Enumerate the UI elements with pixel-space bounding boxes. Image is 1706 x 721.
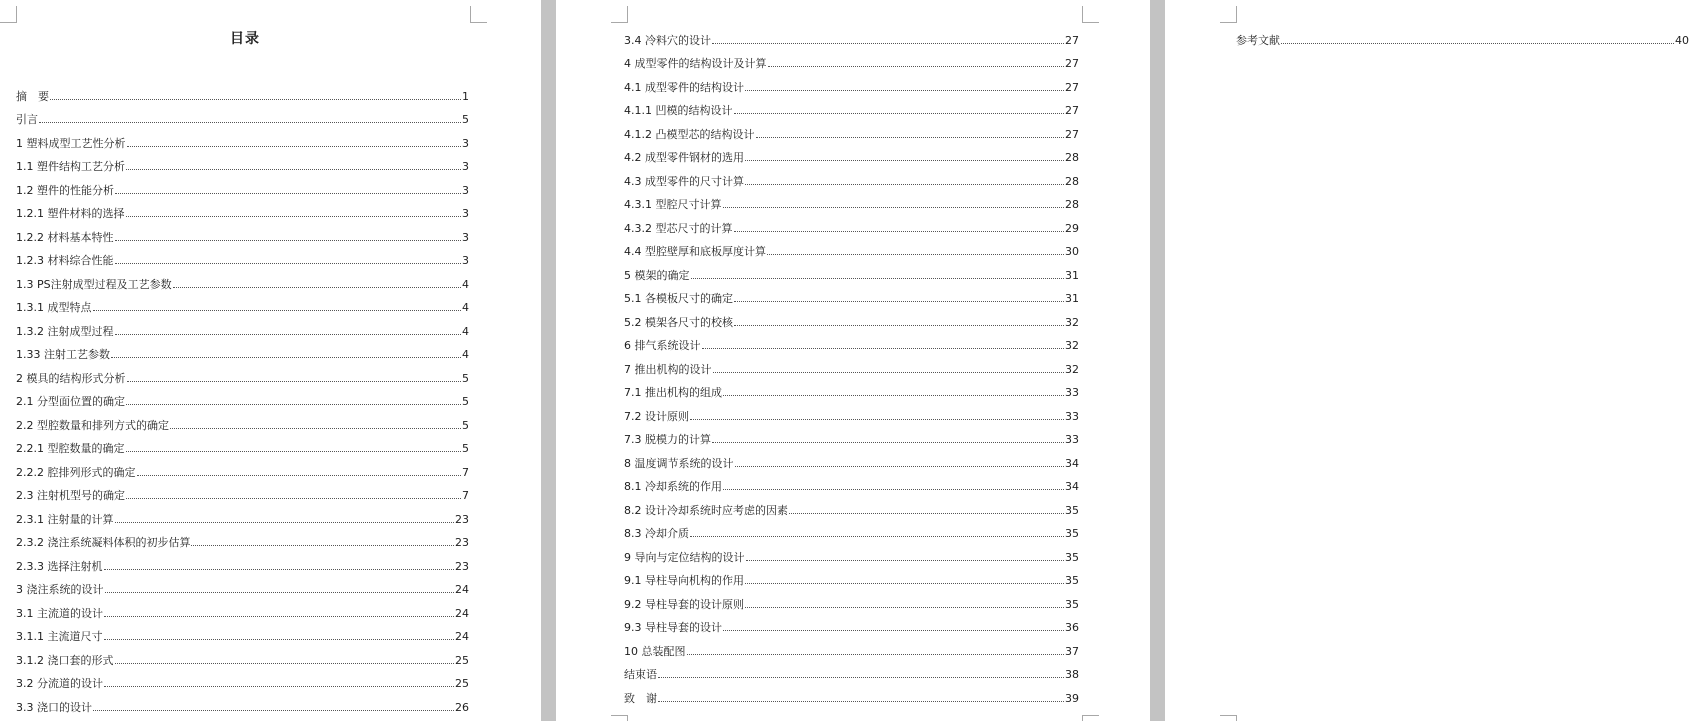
toc-entry-page-number: 30 xyxy=(1065,245,1079,258)
toc-entry-page-number: 25 xyxy=(455,653,469,667)
toc-list xyxy=(1236,23,1689,47)
toc-entry-label: 9.1 导柱导向机构的作用 xyxy=(624,574,744,587)
toc-dot-leader xyxy=(170,428,461,429)
toc-entry-page-number: 33 xyxy=(1065,409,1079,423)
toc-entry-label: 2.2.2 腔排列形式的确定 xyxy=(16,465,136,479)
toc-entry-label: 1.3.2 注射成型过程 xyxy=(16,324,114,338)
toc-entry-label: 4.3.2 型芯尺寸的计算 xyxy=(624,221,733,235)
toc-entry-page-number: 29 xyxy=(1065,221,1079,235)
toc-dot-leader xyxy=(93,310,462,311)
toc-dot-leader xyxy=(39,122,461,123)
toc-entry[interactable] xyxy=(624,470,1079,494)
toc-entry[interactable] xyxy=(624,164,1079,188)
toc-entry[interactable] xyxy=(624,446,1079,470)
toc-entry-page-number: 5 xyxy=(462,395,469,408)
toc-entry-page-number: 31 xyxy=(1065,292,1079,305)
toc-entry-label: 2.3.2 浇注系统凝料体积的初步估算 xyxy=(16,536,191,549)
toc-entry-page-number: 32 xyxy=(1065,362,1079,376)
toc-entry-label: 2.1 分型面位置的确定 xyxy=(16,395,125,408)
toc-entry-label: 1.2.2 材料基本特性 xyxy=(16,230,114,244)
toc-entry[interactable] xyxy=(624,540,1079,564)
toc-entry-page-number: 5 xyxy=(462,418,469,432)
toc-entry-page-number: 24 xyxy=(455,583,469,596)
toc-entry[interactable] xyxy=(624,70,1079,94)
toc-list xyxy=(624,23,1079,705)
toc-entry-label: 5.2 模架各尺寸的校核 xyxy=(624,315,733,329)
toc-dot-leader xyxy=(104,569,455,570)
toc-entry-page-number: 32 xyxy=(1065,339,1079,352)
toc-dot-leader xyxy=(115,663,455,664)
toc-entry-label: 8.1 冷却系统的作用 xyxy=(624,480,722,493)
toc-entry[interactable] xyxy=(16,79,469,103)
toc-entry-label: 致 谢 xyxy=(624,691,657,705)
toc-entry-label: 3.4 冷料穴的设计 xyxy=(624,33,711,47)
toc-entry[interactable] xyxy=(624,681,1079,705)
toc-entry[interactable] xyxy=(624,634,1079,658)
toc-entry[interactable] xyxy=(16,667,469,691)
toc-dot-leader xyxy=(734,325,1064,326)
toc-entry-label: 4.3 成型零件的尺寸计算 xyxy=(624,174,744,188)
toc-dot-leader xyxy=(191,545,454,546)
toc-entry-page-number: 1 xyxy=(462,89,469,103)
toc-entry[interactable] xyxy=(16,432,469,456)
toc-entry[interactable] xyxy=(16,197,469,221)
toc-dot-leader xyxy=(746,560,1065,561)
toc-entry-page-number: 39 xyxy=(1065,691,1079,705)
toc-dot-leader xyxy=(734,231,1065,232)
toc-entry-page-number: 24 xyxy=(455,630,469,643)
toc-entry[interactable] xyxy=(16,385,469,409)
toc-entry-page-number: 31 xyxy=(1065,268,1079,282)
toc-entry-page-number: 32 xyxy=(1065,315,1079,329)
toc-dot-leader xyxy=(723,489,1064,490)
toc-dot-leader xyxy=(723,630,1064,631)
toc-entry[interactable] xyxy=(16,573,469,597)
toc-dot-leader xyxy=(137,475,462,476)
toc-entry-page-number: 36 xyxy=(1065,621,1079,634)
toc-entry[interactable] xyxy=(1236,23,1689,47)
toc-entry[interactable] xyxy=(624,352,1079,376)
toc-entry-page-number: 3 xyxy=(462,207,469,220)
toc-entry-label: 9.2 导柱导套的设计原则 xyxy=(624,597,744,611)
toc-dot-leader xyxy=(768,66,1065,67)
toc-entry-page-number: 34 xyxy=(1065,456,1079,470)
toc-entry[interactable] xyxy=(16,267,469,291)
toc-dot-leader xyxy=(104,639,455,640)
toc-dot-leader xyxy=(126,498,461,499)
toc-entry-page-number: 35 xyxy=(1065,527,1079,540)
toc-entry-page-number: 7 xyxy=(462,489,469,502)
toc-entry[interactable] xyxy=(16,620,469,644)
toc-entry-label: 1.2 塑件的性能分析 xyxy=(16,183,114,197)
toc-dot-leader xyxy=(115,522,455,523)
toc-entry-label: 3.2 分流道的设计 xyxy=(16,677,103,690)
toc-entry[interactable] xyxy=(16,220,469,244)
toc-entry-page-number: 5 xyxy=(462,113,469,126)
toc-entry-page-number: 33 xyxy=(1065,386,1079,399)
toc-entry-label: 3.1.2 浇口套的形式 xyxy=(16,653,114,667)
toc-entry-page-number: 23 xyxy=(455,536,469,549)
crop-mark xyxy=(1220,715,1237,721)
toc-entry[interactable] xyxy=(16,408,469,432)
toc-dot-leader xyxy=(756,137,1065,138)
toc-entry-page-number: 7 xyxy=(462,465,469,479)
toc-entry-label: 1.3.1 成型特点 xyxy=(16,301,92,314)
toc-entry-label: 1.33 注射工艺参数 xyxy=(16,348,110,361)
crop-mark xyxy=(1082,715,1099,721)
toc-entry[interactable] xyxy=(16,150,469,174)
page-gap xyxy=(541,0,556,721)
toc-dot-leader xyxy=(658,677,1064,678)
toc-entry-page-number: 4 xyxy=(462,301,469,314)
toc-entry-label: 2.3 注射机型号的确定 xyxy=(16,489,125,502)
toc-entry[interactable] xyxy=(16,526,469,550)
toc-entry-page-number: 3 xyxy=(462,254,469,267)
toc-dot-leader xyxy=(745,583,1064,584)
toc-dot-leader xyxy=(104,686,454,687)
page-gap xyxy=(1150,0,1165,721)
toc-entry[interactable] xyxy=(624,517,1079,541)
toc-entry[interactable] xyxy=(624,94,1079,118)
toc-dot-leader xyxy=(126,451,462,452)
toc-entry-label: 6 排气系统设计 xyxy=(624,339,701,352)
toc-entry[interactable] xyxy=(624,564,1079,588)
toc-entry-label: 7.2 设计原则 xyxy=(624,409,689,423)
toc-entry-page-number: 25 xyxy=(455,677,469,690)
toc-dot-leader xyxy=(126,216,462,217)
toc-entry-page-number: 28 xyxy=(1065,198,1079,211)
toc-entry-label: 1.2.1 塑件材料的选择 xyxy=(16,207,125,220)
toc-dot-leader xyxy=(734,301,1064,302)
toc-entry-page-number: 40 xyxy=(1675,33,1689,47)
toc-entry-page-number: 4 xyxy=(462,348,469,361)
toc-entry[interactable] xyxy=(624,47,1079,71)
toc-entry-page-number: 34 xyxy=(1065,480,1079,493)
toc-entry-page-number: 35 xyxy=(1065,597,1079,611)
toc-entry[interactable] xyxy=(16,173,469,197)
toc-dot-leader xyxy=(127,146,462,147)
toc-entry[interactable] xyxy=(16,643,469,667)
toc-entry-page-number: 5 xyxy=(462,371,469,385)
toc-dot-leader xyxy=(712,442,1064,443)
toc-entry[interactable] xyxy=(624,258,1079,282)
toc-entry-label: 1.1 塑件结构工艺分析 xyxy=(16,160,125,173)
crop-mark xyxy=(0,6,17,23)
toc-entry-label: 5 模架的确定 xyxy=(624,268,690,282)
toc-dot-leader xyxy=(115,240,462,241)
toc-dot-leader xyxy=(50,99,461,100)
toc-entry[interactable] xyxy=(624,23,1079,47)
toc-entry-page-number: 3 xyxy=(462,183,469,197)
toc-entry-label: 2.2 型腔数量和排列方式的确定 xyxy=(16,418,169,432)
toc-entry-label: 1 塑料成型工艺性分析 xyxy=(16,136,126,150)
crop-mark xyxy=(611,715,628,721)
toc-entry[interactable] xyxy=(16,126,469,150)
toc-dot-leader xyxy=(105,592,455,593)
toc-entry-page-number: 38 xyxy=(1065,668,1079,681)
toc-dot-leader xyxy=(115,193,461,194)
toc-entry-label: 2.3.3 选择注射机 xyxy=(16,559,103,573)
toc-entry[interactable] xyxy=(624,211,1079,235)
toc-entry-page-number: 28 xyxy=(1065,174,1079,188)
toc-entry[interactable] xyxy=(16,596,469,620)
toc-entry[interactable] xyxy=(624,376,1079,400)
toc-dot-leader xyxy=(687,654,1065,655)
toc-dot-leader xyxy=(712,43,1064,44)
toc-entry-page-number: 4 xyxy=(462,324,469,338)
toc-entry[interactable] xyxy=(624,282,1079,306)
toc-entry-label: 10 总装配图 xyxy=(624,644,686,658)
toc-dot-leader xyxy=(734,113,1065,114)
toc-entry-page-number: 28 xyxy=(1065,151,1079,164)
crop-mark xyxy=(1082,6,1099,23)
toc-dot-leader xyxy=(745,160,1064,161)
document-page-3 xyxy=(1165,0,1706,721)
toc-entry-label: 摘 要 xyxy=(16,89,49,103)
toc-dot-leader xyxy=(702,348,1065,349)
toc-entry[interactable] xyxy=(16,338,469,362)
toc-entry-label: 8.3 冷却介质 xyxy=(624,527,689,540)
toc-entry-label: 4 成型零件的结构设计及计算 xyxy=(624,57,767,70)
toc-entry-label: 4.2 成型零件钢材的选用 xyxy=(624,151,744,164)
toc-entry[interactable] xyxy=(16,314,469,338)
toc-dot-leader xyxy=(115,334,462,335)
toc-dot-leader xyxy=(111,357,461,358)
toc-entry-page-number: 35 xyxy=(1065,550,1079,564)
toc-entry-label: 8 温度调节系统的设计 xyxy=(624,456,734,470)
toc-entry-page-number: 33 xyxy=(1065,433,1079,446)
toc-entry-label: 4.1.2 凸模型芯的结构设计 xyxy=(624,127,755,141)
toc-entry-label: 2 模具的结构形式分析 xyxy=(16,371,126,385)
document-page-1 xyxy=(0,0,541,721)
toc-dot-leader xyxy=(789,513,1064,514)
document-page-2 xyxy=(556,0,1150,721)
toc-entry-label: 7.1 推出机构的组成 xyxy=(624,386,722,399)
toc-dot-leader xyxy=(127,381,462,382)
toc-entry-page-number: 4 xyxy=(462,277,469,291)
toc-dot-leader xyxy=(658,701,1064,702)
toc-dot-leader xyxy=(745,184,1064,185)
toc-entry-label: 2.2.1 型腔数量的确定 xyxy=(16,442,125,455)
toc-dot-leader xyxy=(690,419,1064,420)
toc-entry-label: 1.3 PS注射成型过程及工艺参数 xyxy=(16,277,172,291)
toc-entry[interactable] xyxy=(624,305,1079,329)
toc-entry-label: 9 导向与定位结构的设计 xyxy=(624,550,745,564)
toc-entry-page-number: 27 xyxy=(1065,104,1079,117)
toc-dot-leader xyxy=(126,404,461,405)
toc-entry-label: 3.1.1 主流道尺寸 xyxy=(16,630,103,643)
toc-entry[interactable] xyxy=(624,493,1079,517)
toc-entry[interactable] xyxy=(624,188,1079,212)
toc-entry-label: 4.4 型腔壁厚和底板厚度计算 xyxy=(624,245,766,258)
toc-entry-page-number: 23 xyxy=(455,512,469,526)
toc-entry[interactable] xyxy=(16,103,469,127)
toc-dot-leader xyxy=(767,254,1064,255)
toc-entry-page-number: 3 xyxy=(462,230,469,244)
toc-dot-leader xyxy=(691,278,1065,279)
toc-entry[interactable] xyxy=(16,455,469,479)
toc-dot-leader xyxy=(690,536,1064,537)
toc-entry-label: 4.1 成型零件的结构设计 xyxy=(624,80,744,94)
toc-entry-page-number: 24 xyxy=(455,606,469,620)
toc-entry-page-number: 5 xyxy=(462,442,469,455)
toc-entry-label: 3 浇注系统的设计 xyxy=(16,583,104,596)
crop-mark xyxy=(470,6,487,23)
toc-entry[interactable] xyxy=(16,361,469,385)
toc-entry-label: 结束语 xyxy=(624,668,657,681)
toc-title: 目录 xyxy=(230,31,260,47)
toc-list xyxy=(16,79,469,714)
toc-entry-label: 3.3 浇口的设计 xyxy=(16,700,92,714)
toc-entry-label: 9.3 导柱导套的设计 xyxy=(624,621,722,634)
toc-entry-label: 5.1 各模板尺寸的确定 xyxy=(624,292,733,305)
toc-dot-leader xyxy=(115,263,462,264)
toc-entry[interactable] xyxy=(16,690,469,714)
toc-entry-label: 8.2 设计冷却系统时应考虑的因素 xyxy=(624,503,788,517)
toc-dot-leader xyxy=(93,710,454,711)
toc-entry-label: 7.3 脱模力的计算 xyxy=(624,433,711,446)
toc-entry[interactable] xyxy=(624,141,1079,165)
toc-entry-page-number: 3 xyxy=(462,136,469,150)
toc-entry-page-number: 27 xyxy=(1065,33,1079,47)
toc-dot-leader xyxy=(173,287,461,288)
toc-entry[interactable] xyxy=(624,587,1079,611)
toc-entry-label: 3.1 主流道的设计 xyxy=(16,606,103,620)
toc-dot-leader xyxy=(735,466,1065,467)
toc-entry-page-number: 27 xyxy=(1065,80,1079,94)
toc-entry[interactable] xyxy=(16,291,469,315)
toc-dot-leader xyxy=(126,169,461,170)
toc-entry[interactable] xyxy=(624,235,1079,259)
toc-entry-label: 4.1.1 凹模的结构设计 xyxy=(624,104,733,117)
toc-entry-page-number: 23 xyxy=(455,559,469,573)
toc-dot-leader xyxy=(723,395,1064,396)
toc-entry-page-number: 27 xyxy=(1065,57,1079,70)
toc-entry-page-number: 35 xyxy=(1065,574,1079,587)
toc-dot-leader xyxy=(104,616,454,617)
toc-entry[interactable] xyxy=(16,502,469,526)
toc-entry-label: 4.3.1 型腔尺寸计算 xyxy=(624,198,722,211)
toc-entry-page-number: 35 xyxy=(1065,503,1079,517)
toc-entry-page-number: 26 xyxy=(455,700,469,714)
toc-entry-page-number: 3 xyxy=(462,160,469,173)
toc-entry-label: 参考文献 xyxy=(1236,33,1280,47)
toc-entry[interactable] xyxy=(16,479,469,503)
toc-dot-leader xyxy=(1281,43,1674,44)
toc-entry[interactable] xyxy=(16,549,469,573)
crop-mark xyxy=(611,6,628,23)
toc-dot-leader xyxy=(723,207,1065,208)
toc-dot-leader xyxy=(745,607,1064,608)
toc-entry[interactable] xyxy=(624,117,1079,141)
crop-mark xyxy=(1220,6,1237,23)
toc-entry[interactable] xyxy=(624,658,1079,682)
toc-entry-label: 引言 xyxy=(16,113,38,126)
toc-entry[interactable] xyxy=(624,611,1079,635)
toc-entry[interactable] xyxy=(624,399,1079,423)
toc-dot-leader xyxy=(745,90,1064,91)
toc-entry[interactable] xyxy=(624,329,1079,353)
toc-entry-label: 2.3.1 注射量的计算 xyxy=(16,512,114,526)
toc-dot-leader xyxy=(713,372,1065,373)
toc-entry-label: 1.2.3 材料综合性能 xyxy=(16,254,114,267)
toc-entry[interactable] xyxy=(16,244,469,268)
toc-entry-page-number: 27 xyxy=(1065,127,1079,141)
toc-entry-label: 7 推出机构的设计 xyxy=(624,362,712,376)
toc-entry[interactable] xyxy=(624,423,1079,447)
toc-entry-page-number: 37 xyxy=(1065,644,1079,658)
